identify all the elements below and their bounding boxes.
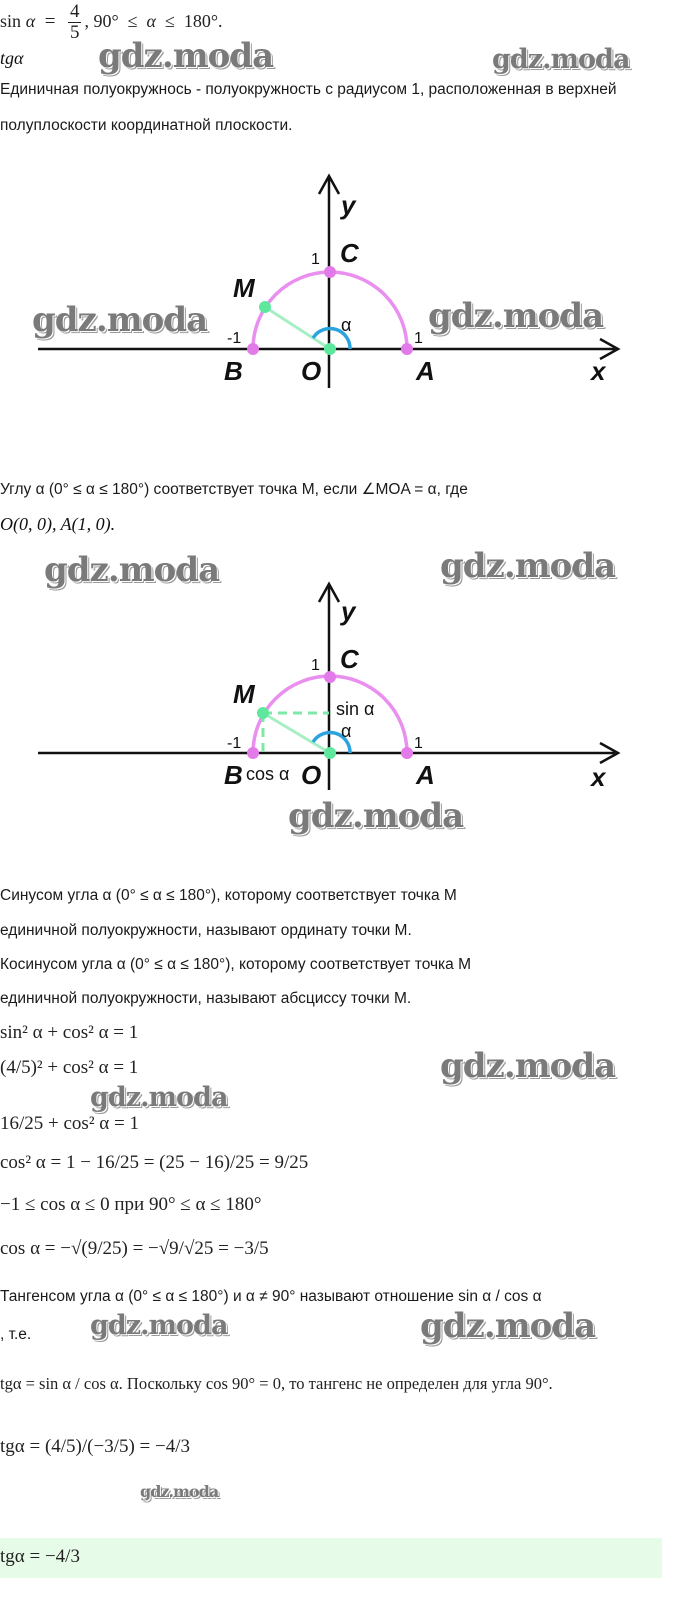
label-m: M — [233, 273, 255, 303]
eq-cos-squared: cos² α = 1 − 16/25 = (25 − 16)/25 = 9/25 — [0, 1152, 309, 1173]
label-b: B — [224, 356, 243, 386]
watermark: gdz.moda — [90, 1310, 228, 1341]
point-m — [259, 301, 271, 313]
point-m — [257, 707, 269, 719]
label-m: M — [233, 679, 255, 709]
eq-square: 16/25 + cos² α = 1 — [0, 1113, 139, 1134]
axis-x-label: x — [591, 762, 606, 792]
watermark: gdz.moda — [98, 36, 274, 76]
axis-y-label: y — [341, 190, 356, 220]
axis-y-label: y — [341, 596, 356, 626]
given-condition: sin α = $\frac{4}{5}$ , 90° ≤ α ≤ 180°. — [0, 1, 223, 43]
tick-minus-one: -1 — [227, 330, 242, 347]
eq-tan-calculation: tgα = (4/5)/(−3/5) = −4/3 — [0, 1436, 191, 1457]
eq-tan-definition: tgα = sin α / cos α. Поскольку cos 90° = 0, то тангенс не определен для угла 90°. — [0, 1374, 553, 1393]
eq-identity: sin² α + cos² α = 1 — [0, 1022, 139, 1043]
watermark: gdz.moda — [90, 1082, 228, 1113]
eq-substitution: (4/5)² + cos² α = 1 — [0, 1057, 139, 1078]
point-c — [324, 266, 336, 278]
point-b — [247, 343, 259, 355]
sin-label: sin α — [336, 699, 375, 719]
label-c: C — [340, 644, 359, 674]
unit-semicircle-diagram-2 — [0, 578, 680, 808]
definition-cos-line2: единичной полуокружности, называют абсциссу точки M. — [0, 990, 412, 1007]
tick-one-y: 1 — [311, 657, 320, 674]
label-a: A — [416, 356, 435, 386]
tick-one-y: 1 — [311, 251, 320, 268]
definition-cos-line1: Косинусом угла α (0° ≤ α ≤ 180°), которому соответствует точка M — [0, 956, 472, 973]
axis-x-label: x — [591, 356, 606, 386]
find-label: tgα — [0, 48, 24, 68]
watermark: gdz.moda — [44, 550, 220, 590]
eq-cos-value: cos α = −√(9/25) = −√9/√25 = −3/5 — [0, 1238, 269, 1259]
definition-semicircle: Единичная полуокружнось - полуокружность с радиусом 1, расположенная в верхней полуплоскости координатной плоскости. — [0, 81, 617, 134]
watermark: gdz.moda — [440, 1046, 616, 1086]
tick-one-x: 1 — [414, 330, 423, 347]
eq-cos-sign: −1 ≤ cos α ≤ 0 при 90° ≤ α ≤ 180° — [0, 1194, 262, 1215]
watermark: gdz.moda — [420, 1306, 596, 1346]
watermark: gdz.moda — [428, 296, 604, 336]
point-o — [324, 343, 336, 355]
point-a — [401, 343, 413, 355]
watermark: gdz.moda — [140, 1482, 219, 1501]
angle-label: α — [341, 315, 352, 335]
label-a: A — [416, 760, 435, 790]
label-b: B — [224, 760, 243, 790]
definition-tan-line1: Тангенсом угла α (0° ≤ α ≤ 180°) и α ≠ 90° называют отношение sin α / cos α — [0, 1288, 542, 1305]
answer: tgα = −4/3 — [0, 1546, 80, 1567]
label-o: O — [301, 760, 322, 790]
unit-semicircle-diagram-1 — [0, 168, 680, 398]
definition-sin-line1: Синусом угла α (0° ≤ α ≤ 180°), которому соответствует точка M — [0, 887, 457, 904]
definition-tan-line2: , т.е. — [0, 1326, 32, 1343]
label-c: C — [340, 238, 359, 268]
definition-point-m-line1: Углу α (0° ≤ α ≤ 180°) соответствует точка M, если ∠MOA = α, где — [0, 481, 468, 498]
definition-point-m-line2: O(0, 0), A(1, 0). — [0, 514, 116, 534]
point-o — [324, 747, 336, 759]
tick-minus-one: -1 — [227, 735, 242, 752]
answer-highlight — [0, 1538, 662, 1578]
point-b — [247, 747, 259, 759]
watermark: gdz.moda — [492, 44, 630, 75]
watermark: gdz.moda — [288, 796, 464, 836]
radius-om — [265, 307, 330, 349]
point-a — [401, 747, 413, 759]
definition-sin-line2: единичной полуокружности, называют ординату точки M. — [0, 922, 412, 939]
label-o: O — [301, 356, 322, 386]
angle-label: α — [341, 721, 352, 741]
tick-one-x: 1 — [414, 735, 423, 752]
point-c — [324, 671, 336, 683]
radius-om — [263, 713, 330, 753]
cos-label: cos α — [246, 764, 290, 784]
watermark: gdz.moda — [32, 300, 208, 340]
watermark: gdz.moda — [440, 546, 616, 586]
